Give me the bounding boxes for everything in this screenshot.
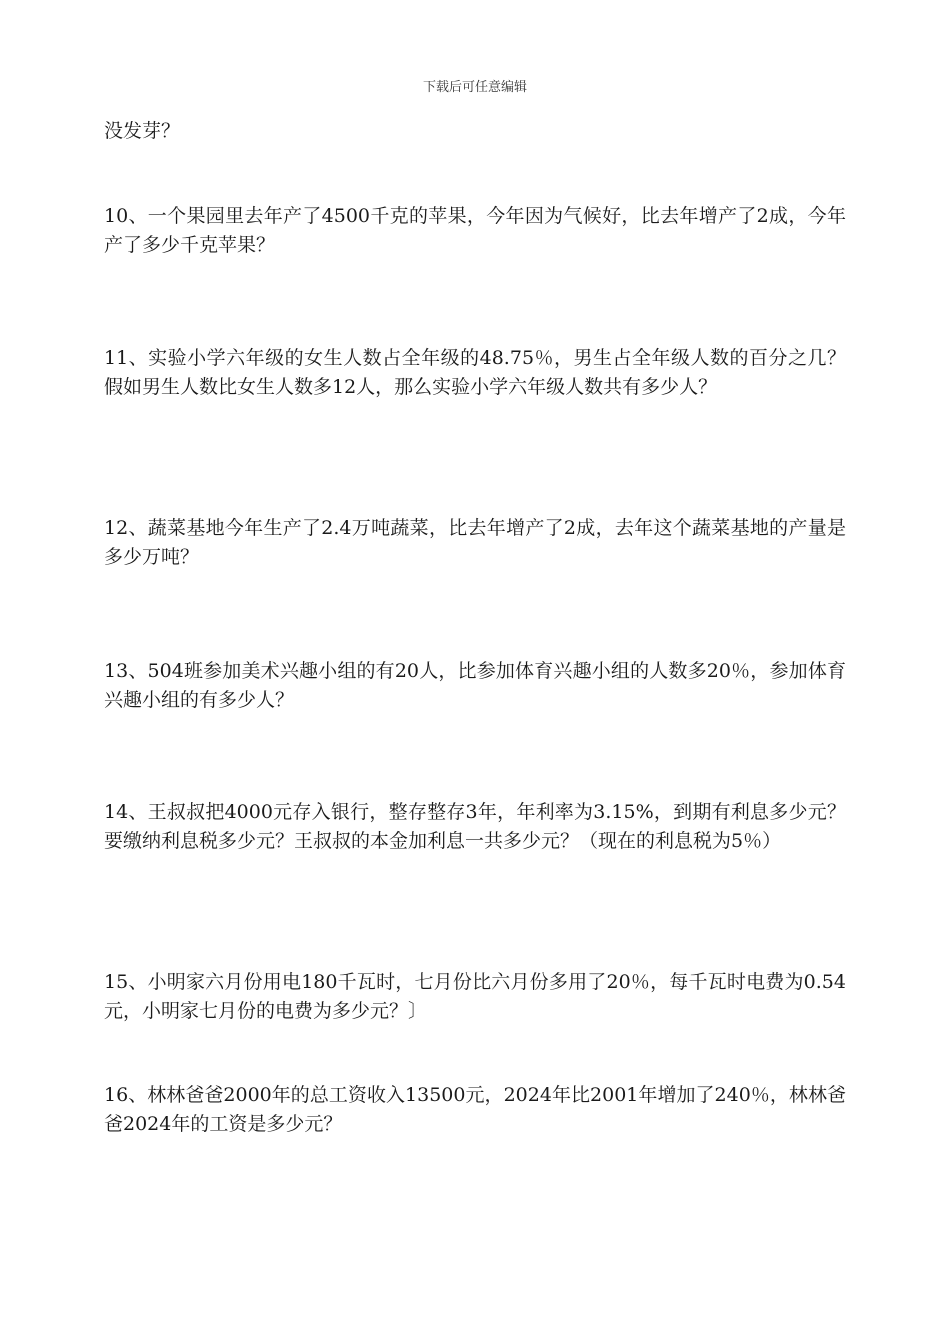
question-14: 14、王叔叔把4000元存入银行，整存整存3年，年利率为3.15%，到期有利息多少元？要缴纳利息税多少元？王叔叔的本金加利息一共多少元？（现在的利息税为5％） [104,801,846,852]
question-15: 15、小明家六月份用电180千瓦时，七月份比六月份多用了20％，每千瓦时电费为0.54元，小明家七月份的电费为多少元？〕 [104,971,846,1022]
question-10: 10、一个果园里去年产了4500千克的苹果，今年因为气候好，比去年增产了2成，今年产了多少千克苹果？ [104,205,846,256]
question-13: 13、504班参加美术兴趣小组的有20人，比参加体育兴趣小组的人数多20％，参加体育兴趣小组的有多少人？ [104,660,846,711]
paragraph-continuation: 没发芽？ [104,120,181,142]
question-12: 12、蔬菜基地今年生产了2.4万吨蔬菜，比去年增产了2成，去年这个蔬菜基地的产量是多少万吨？ [104,517,846,568]
page-header: 下载后可任意编辑 [422,80,527,95]
question-11: 11、实验小学六年级的女生人数占全年级的48.75％，男生占全年级人数的百分之几？假如男生人数比女生人数多12人，那么实验小学六年级人数共有多少人？ [104,347,846,398]
question-16: 16、林林爸爸2000年的总工资收入13500元，2024年比2001年增加了240％，林林爸爸2024年的工资是多少元？ [104,1084,846,1135]
